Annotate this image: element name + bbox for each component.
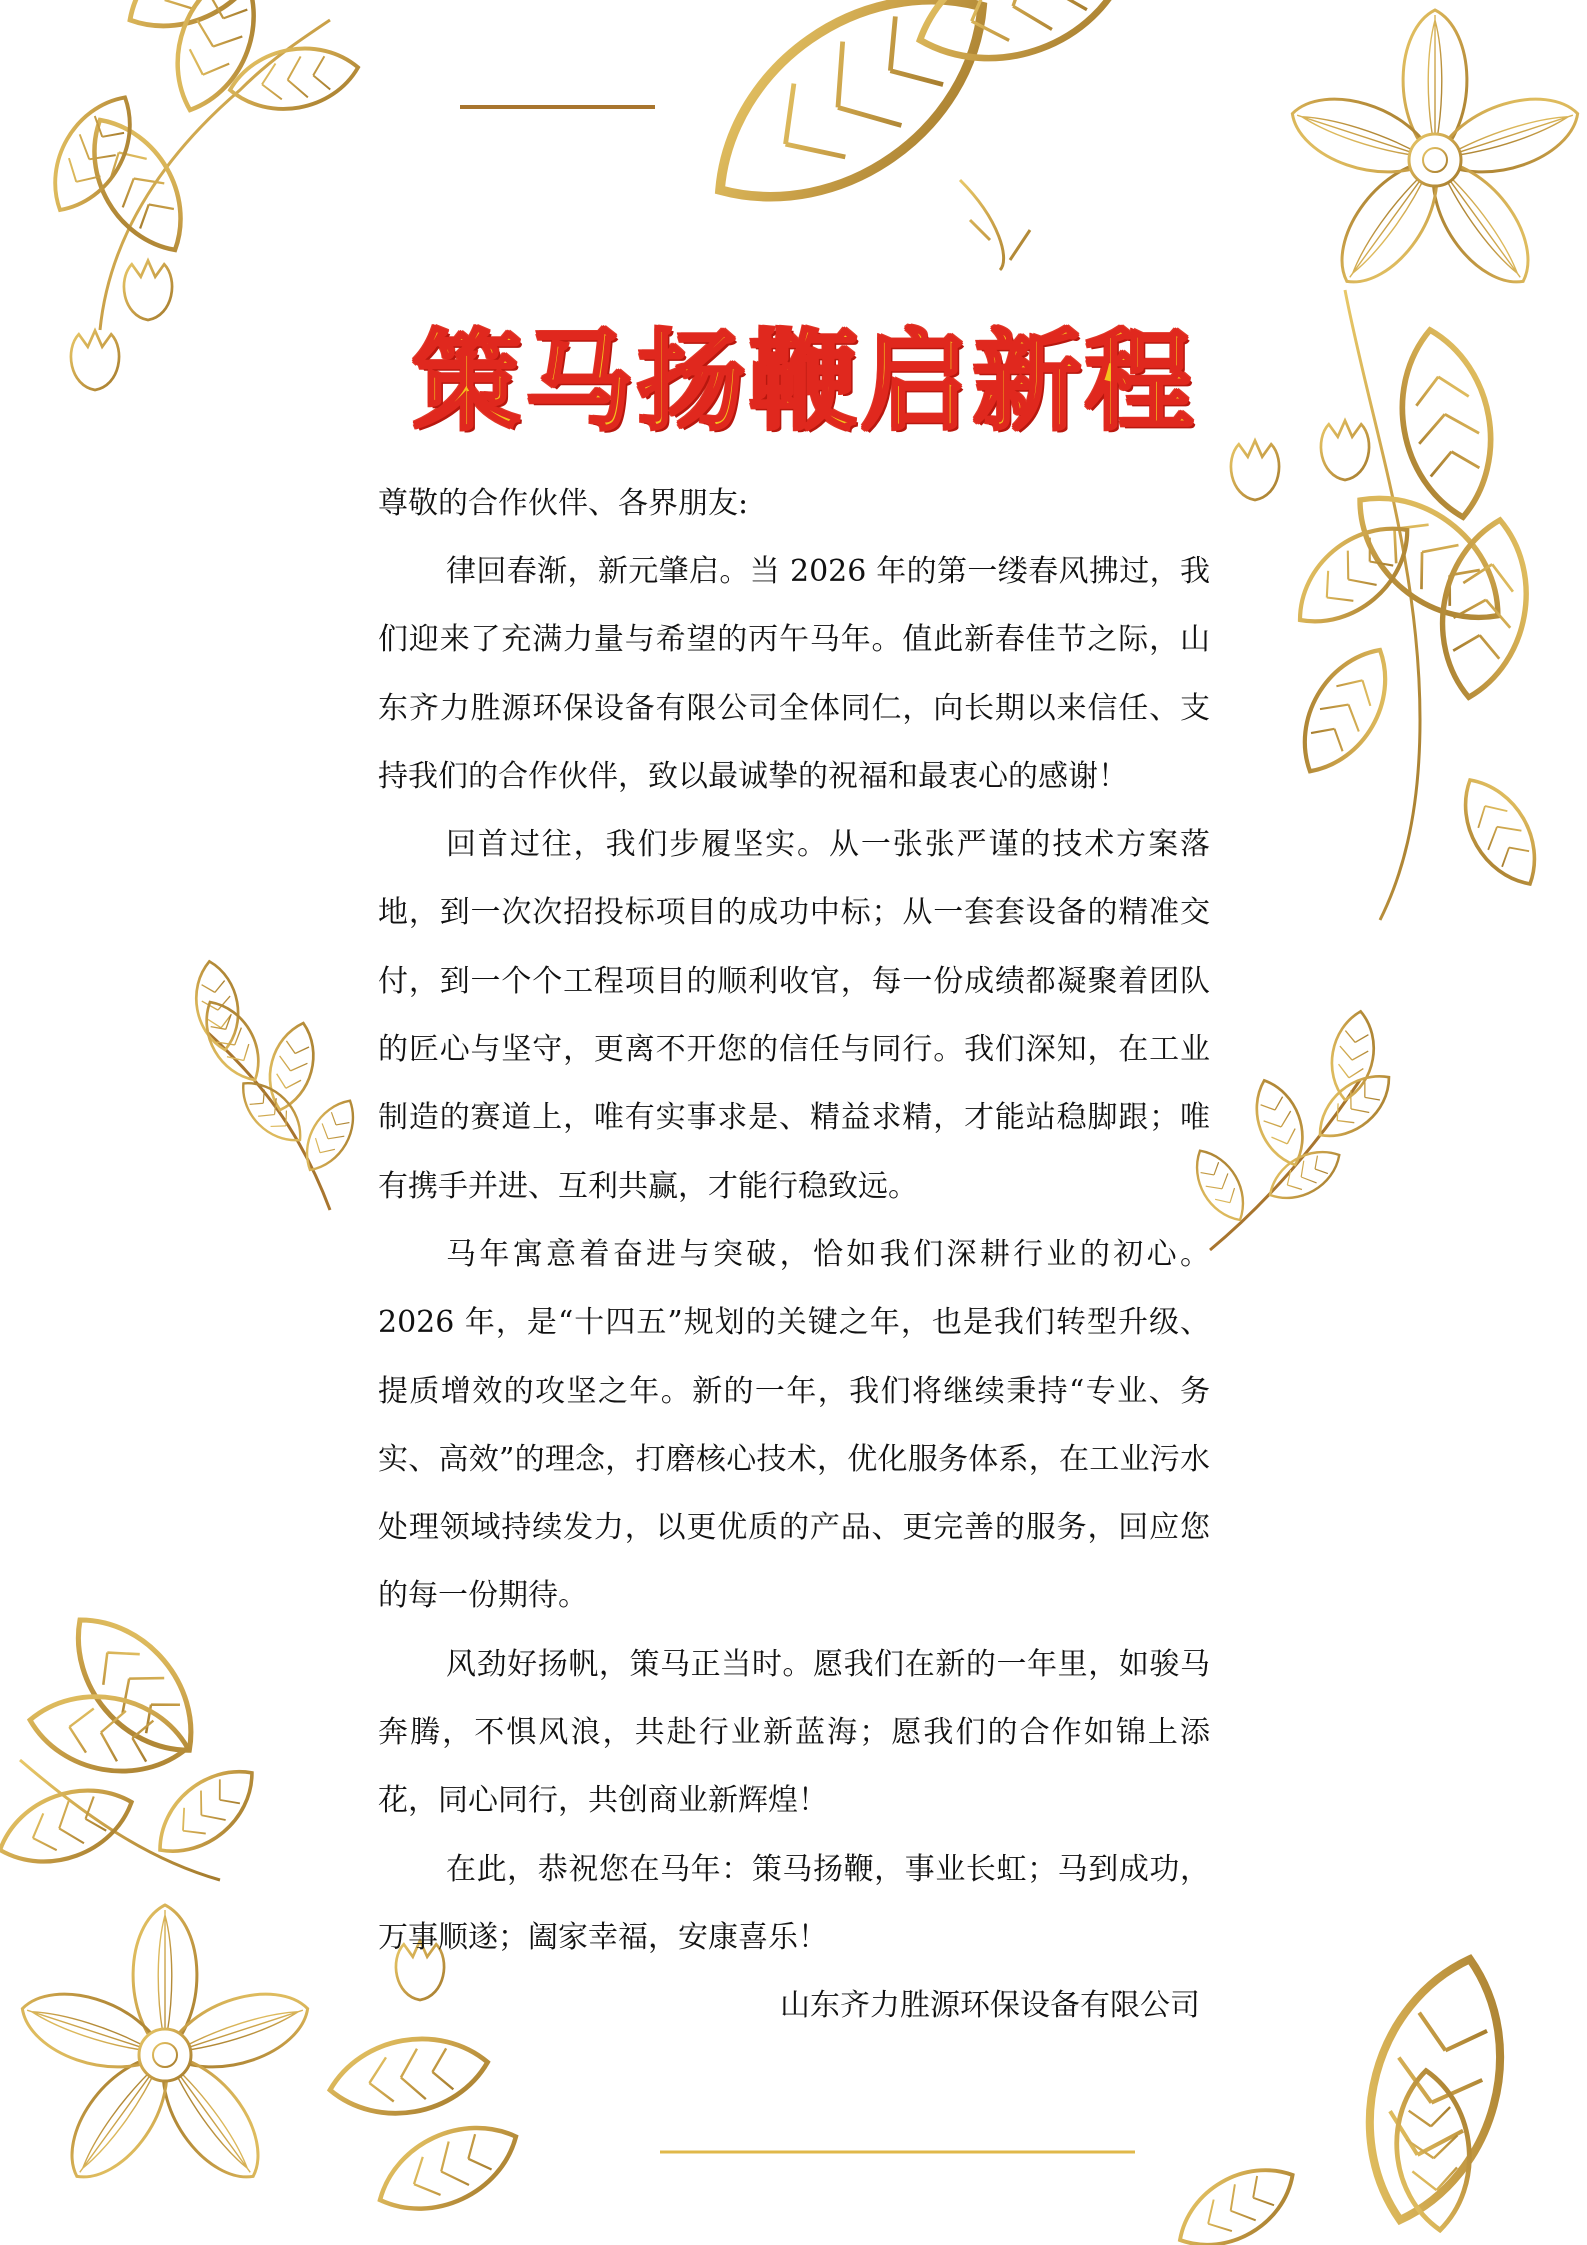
letter-paragraph: 律回春渐，新元肇启。当 2026 年的第一缕春风拂过，我们迎来了充满力量与希望的丙午马年。值此新春佳节之际，山东齐力胜源环保设备有限公司全体同仁，向长期以来信任、支持我们的合作伙伴，致以最诚挚的祝福和最衷心的感谢！ xyxy=(378,554,1210,794)
leaf-branch-icon xyxy=(679,0,1144,270)
flower-icon xyxy=(12,1905,317,2195)
page-title: 策马扬鞭启新程 xyxy=(412,320,1197,445)
signature: 山东齐力胜源环保设备有限公司 xyxy=(780,1988,1200,2024)
letter-body xyxy=(378,470,1210,2040)
salutation: 尊敬的合作伙伴、各界朋友: xyxy=(378,486,749,521)
leaf-branch-icon xyxy=(1165,1943,1528,2245)
letter-paragraph: 风劲好扬帆，策马正当时。愿我们在新的一年里，如骏马奔腾，不惧风浪，共赴行业新蓝海；愿我们的合作如锦上添花，同心同行，共创商业新辉煌！ xyxy=(378,1646,1210,1819)
flower-icon xyxy=(1282,10,1587,300)
letter-paragraph: 回首过往，我们步履坚实。从一张张严谨的技术方案落地，到一次次招投标项目的成功中标；从一套套设备的精准交付，到一个个工程项目的顺利收官，每一份成绩都凝聚着团队的匠心与坚守，更离不开您的信任与同行。我们深知，在工业制造的赛道上，唯有实事求是、精益求精，才能站稳脚跟；唯有携手并进、互利共赢，才能行稳致远。 xyxy=(378,827,1210,1204)
letter-paragraph: 在此，恭祝您在马年：策马扬鞭，事业长虹；马到成功，万事顺遂；阖家幸福，安康喜乐！ xyxy=(378,1851,1210,1955)
laurel-sprig-icon xyxy=(1184,1008,1402,1250)
leaf-branch-icon xyxy=(35,0,363,330)
tulip-bud-icon xyxy=(1231,421,1369,536)
letter-paragraph: 马年寓意着奋进与突破，恰如我们深耕行业的初心。2026 年，是“十四五”规划的关键之年，也是我们转型升级、提质增效的攻坚之年。新的一年，我们将继续秉持“专业、务实、高效”的理念，打磨核心技术，优化服务体系，在工业污水处理领域持续发力，以更优质的产品、更完善的服务，回应您的每一份期待。 xyxy=(378,1236,1210,1614)
laurel-sprig-icon xyxy=(189,958,365,1210)
leaf-branch-icon xyxy=(1280,290,1554,920)
tulip-bud-icon xyxy=(71,261,172,426)
